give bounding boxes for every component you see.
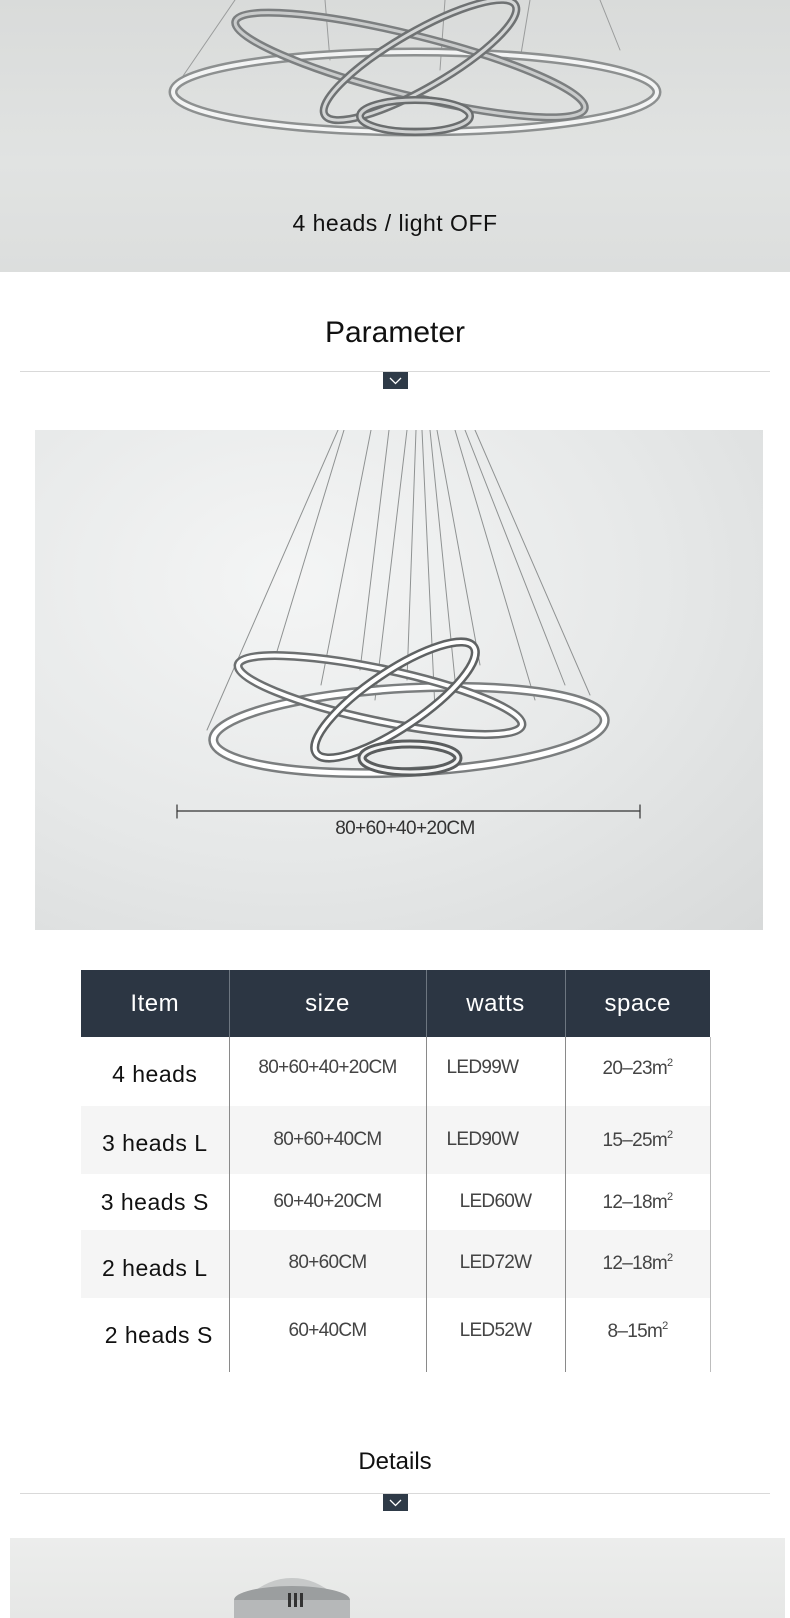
parameter-toggle-button[interactable] xyxy=(383,372,408,389)
space-value: 8–15m xyxy=(607,1321,663,1342)
spec-table xyxy=(81,970,711,1372)
cell-size: 80+60+40+20CM xyxy=(229,1037,426,1106)
parameter-title: Parameter xyxy=(324,316,466,349)
cell-space xyxy=(565,1037,710,1106)
cell-space xyxy=(565,1298,710,1372)
space-value: 20–23m xyxy=(602,1058,668,1079)
chevron-down-icon xyxy=(389,377,402,385)
space-value: 12–18m xyxy=(602,1191,668,1213)
photo-caption: 4 heads / light OFF xyxy=(292,210,498,236)
cell-watts: LED99W xyxy=(426,1037,565,1106)
space-unit-sup: 2 xyxy=(667,1190,673,1203)
ceiling-canopy-image xyxy=(10,1538,785,1618)
table-row xyxy=(81,1106,710,1174)
cell-watts: LED60W xyxy=(426,1174,565,1230)
cell-item: 4 heads xyxy=(81,1037,229,1106)
column-header-size: size xyxy=(229,970,426,1037)
space-unit-sup: 2 xyxy=(662,1320,668,1332)
cell-item: 2 heads L xyxy=(81,1230,229,1298)
space-unit-sup: 2 xyxy=(667,1057,673,1069)
cell-space xyxy=(565,1106,710,1174)
cell-size: 60+40+20CM xyxy=(229,1174,426,1230)
dimension-label: 80+60+40+20CM xyxy=(335,818,475,839)
cell-watts: LED72W xyxy=(426,1230,565,1298)
column-header-space: space xyxy=(565,970,710,1037)
space-unit-sup: 2 xyxy=(667,1252,673,1264)
column-header-item: Item xyxy=(81,970,229,1037)
table-row xyxy=(81,1037,710,1106)
chevron-down-icon xyxy=(389,1499,402,1507)
cell-watts: LED90W xyxy=(426,1106,565,1174)
table-row xyxy=(81,1174,710,1230)
details-title: Details xyxy=(358,1448,432,1475)
cell-watts: LED52W xyxy=(426,1298,565,1372)
cell-space xyxy=(565,1174,710,1230)
parameter-product-photo xyxy=(35,430,763,930)
space-unit-sup: 2 xyxy=(667,1128,673,1141)
space-value: 12–18m xyxy=(602,1253,668,1274)
cell-size: 60+40CM xyxy=(229,1298,426,1372)
table-row xyxy=(81,1298,710,1372)
column-header-watts: watts xyxy=(426,970,565,1037)
cell-item: 3 heads L xyxy=(81,1106,229,1174)
space-value: 15–25m xyxy=(602,1129,668,1151)
cell-size: 80+60+40CM xyxy=(229,1106,426,1174)
details-product-photo xyxy=(10,1538,785,1618)
table-row xyxy=(81,1230,710,1298)
top-product-photo xyxy=(0,0,790,272)
details-toggle-button[interactable] xyxy=(383,1494,408,1511)
table-header-row xyxy=(81,970,710,1037)
cell-size: 80+60CM xyxy=(229,1230,426,1298)
cell-space xyxy=(565,1230,710,1298)
cell-item: 3 heads S xyxy=(81,1174,229,1230)
cell-item: 2 heads S xyxy=(81,1298,229,1372)
chandelier-dimension-image xyxy=(35,430,763,930)
